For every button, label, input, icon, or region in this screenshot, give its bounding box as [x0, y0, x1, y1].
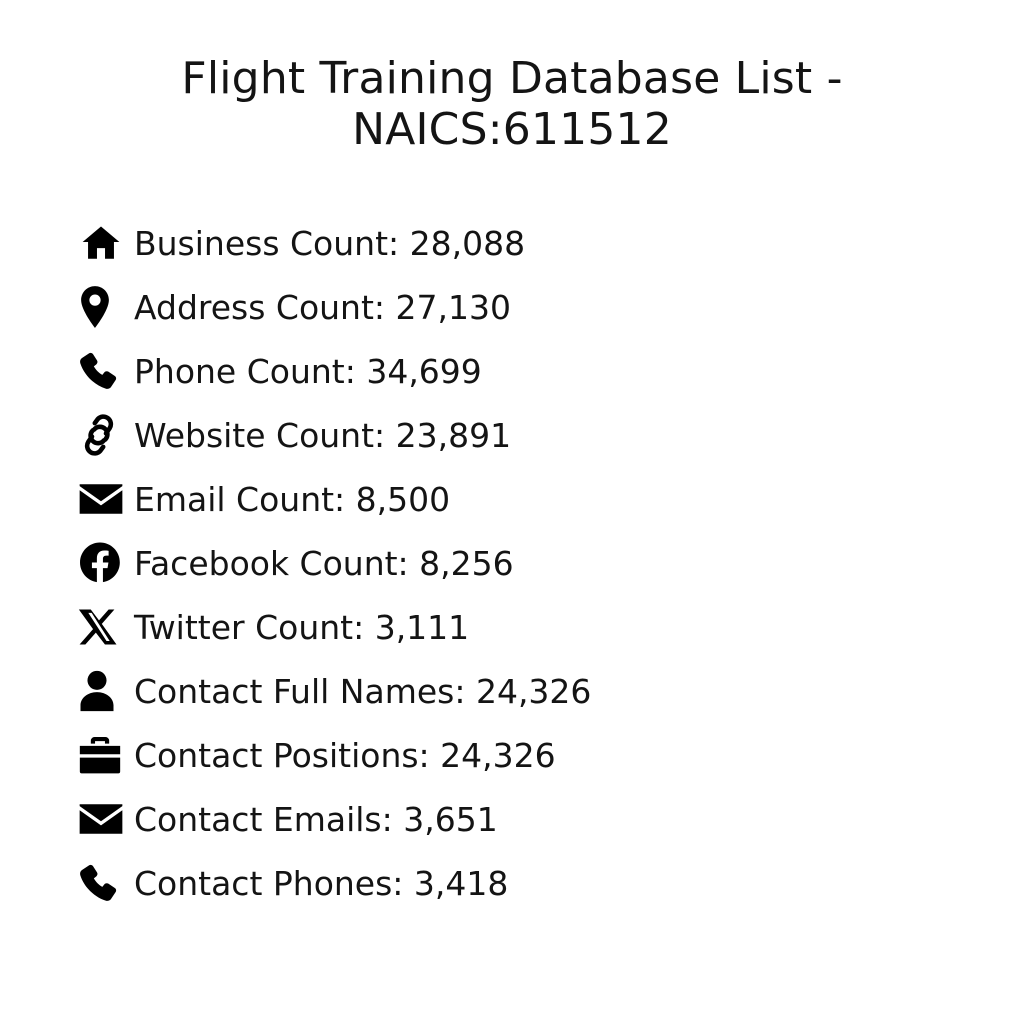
list-item	[78, 467, 1024, 531]
list-item-label: Contact Emails: 3,651	[134, 799, 498, 839]
list-item-label: Contact Positions: 24,326	[134, 735, 556, 775]
facebook-icon	[78, 541, 134, 585]
list-item	[78, 723, 1024, 787]
list-item	[78, 531, 1024, 595]
list-item-label: Website Count: 23,891	[134, 415, 512, 455]
home-icon	[78, 222, 134, 264]
twitter-x-icon	[78, 606, 134, 648]
phone-icon	[78, 350, 134, 392]
list-item	[78, 211, 1024, 275]
page-title: Flight Training Database List - NAICS:611512	[181, 53, 843, 155]
list-item-label: Facebook Count: 8,256	[134, 543, 514, 583]
stats-list	[0, 211, 1024, 915]
list-item-label: Contact Phones: 3,418	[134, 863, 509, 903]
list-item-label: Twitter Count: 3,111	[134, 607, 470, 647]
list-item-label: Address Count: 27,130	[134, 287, 511, 327]
list-item	[78, 595, 1024, 659]
person-icon	[78, 669, 134, 713]
briefcase-icon	[78, 734, 134, 776]
link-icon	[78, 414, 134, 456]
list-item-label: Contact Full Names: 24,326	[134, 671, 592, 711]
list-item-label: Email Count: 8,500	[134, 479, 451, 519]
list-item	[78, 339, 1024, 403]
list-item	[78, 275, 1024, 339]
list-item	[78, 787, 1024, 851]
phone-icon	[78, 862, 134, 904]
envelope-icon	[78, 801, 134, 837]
list-item-label: Business Count: 28,088	[134, 223, 526, 263]
list-item	[78, 403, 1024, 467]
map-pin-icon	[78, 285, 134, 329]
list-item	[78, 851, 1024, 915]
list-item-label: Phone Count: 34,699	[134, 351, 482, 391]
envelope-icon	[78, 481, 134, 517]
list-item	[78, 659, 1024, 723]
